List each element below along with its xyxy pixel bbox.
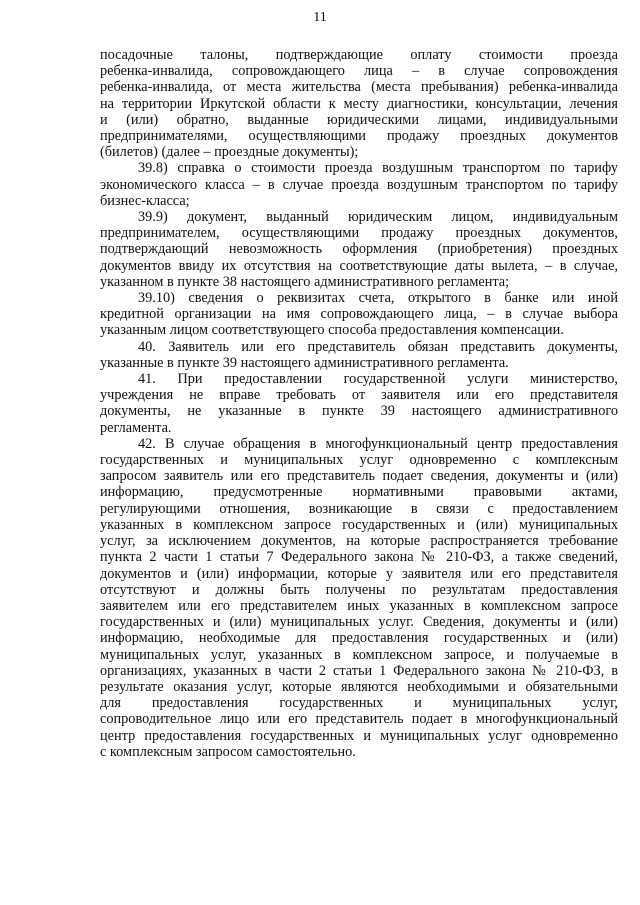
- text-line: указанных в комплексном запросе государственных и (или) муниципальных: [100, 516, 618, 533]
- text-line: муниципальных услуг, указанных в комплексном запросе, и получаемые в: [100, 646, 618, 663]
- text-line: результате оказания услуг, которые являются необходимыми и обязательными: [100, 678, 618, 695]
- text-line: услуг, за исключением документов, на которые распространяется требование: [100, 533, 618, 550]
- text-line: с комплексным запросом самостоятельно.: [100, 743, 356, 760]
- text-line: 39.8) справка о стоимости проезда воздушным транспортом по тарифу: [138, 160, 618, 177]
- paragraph-40: [100, 339, 618, 371]
- text-line: государственных и муниципальных услуг одновременно с комплексным: [100, 452, 618, 469]
- text-line: информацию, необходимые для предоставления государственных и (или): [100, 630, 618, 647]
- text-line: посадочные талоны, подтверждающие оплату стоимости проезда: [100, 47, 618, 63]
- text-line: сопроводительное лицо или его представитель подает в многофункциональный: [100, 711, 618, 728]
- text-line: документы, не указанные в пункте 39 настоящего административного: [100, 403, 618, 420]
- text-line: организациях, указанных в части 2 статьи 1 Федерального закона № 210-ФЗ, в: [100, 662, 618, 679]
- text-line: экономического класса – в случае проезда воздушным транспортом по тарифу: [100, 176, 618, 193]
- text-line: учреждения не вправе требовать от заявителя или его представителя: [100, 387, 618, 404]
- text-line: и (или) обратно, выданные юридическими лицами, индивидуальными: [100, 111, 618, 128]
- text-line: (билетов) (далее – проездные документы);: [100, 144, 359, 161]
- text-line: заявителем или его представителем иных указанных в комплексном запросе: [100, 597, 618, 614]
- text-line: 39.9) документ, выданный юридическим лицом, индивидуальным: [138, 209, 618, 226]
- text-line: кредитной организации на имя сопровождающего лица, – в случае выбора: [100, 306, 618, 323]
- paragraph-42: [100, 436, 618, 760]
- text-line: ребенка-инвалида, сопровождающего лица – в случае сопровождения: [100, 63, 618, 80]
- text-line: документов ввиду их отсутствия на соответствующие даты вылета, – в случае,: [100, 257, 618, 274]
- text-line: информацию, предусмотренные нормативными правовыми актами,: [100, 484, 618, 501]
- text-line: регулирующими отношения, возникающие в связи с предоставлением: [100, 500, 618, 517]
- paragraph-39-9: [100, 209, 618, 290]
- text-line: 42. В случае обращения в многофункциональный центр предоставления: [138, 435, 618, 452]
- text-line: бизнес-класса;: [100, 192, 190, 209]
- paragraph-41: [100, 371, 618, 436]
- text-line: 40. Заявитель или его представитель обязан представить документы,: [138, 338, 618, 355]
- text-line: регламента.: [100, 419, 172, 436]
- text-line: предпринимателями, осуществляющими продажу проездных документов: [100, 128, 618, 145]
- text-line: для предоставления государственных и муниципальных услуг,: [100, 695, 618, 712]
- paragraph-39-8: [100, 160, 618, 209]
- text-line: пункта 2 части 1 статьи 7 Федерального закона № 210-ФЗ, а также сведений,: [100, 549, 618, 566]
- text-line: указанные в пункте 39 настоящего административного регламента.: [100, 354, 509, 371]
- text-line: указанном в пункте 38 настоящего административного регламента;: [100, 273, 510, 290]
- text-line: государственных и (или) муниципальных услуг. Сведения, документы и (или): [100, 614, 618, 631]
- text-line: отсутствуют и должны быть получены по результатам предоставления: [100, 581, 618, 598]
- text-line: ребенка-инвалида, от места жительства (места пребывания) ребенка-инвалида: [100, 79, 618, 96]
- text-line: указанным лицом соответствующего способа предоставления компенсации.: [100, 322, 564, 339]
- document-body: [100, 47, 618, 760]
- text-line: 39.10) сведения о реквизитах счета, открытого в банке или иной: [138, 290, 618, 307]
- text-line: на территории Иркутской области к месту диагностики, консультации, лечения: [100, 95, 618, 112]
- paragraph-39-10: [100, 290, 618, 339]
- text-line: центр предоставления государственных и муниципальных услуг одновременно: [100, 727, 618, 744]
- text-line: 41. При предоставлении государственной услуги министерство,: [138, 371, 618, 388]
- text-line: предпринимателем, осуществляющими продажу проездных документов,: [100, 225, 618, 242]
- text-line: подтверждающий невозможность оформления (приобретения) проездных: [100, 241, 618, 258]
- text-line: документов и (или) информации, которые у заявителя или его представителя: [100, 565, 618, 582]
- page-number: 11: [313, 10, 327, 25]
- text-line: запросом заявитель или его представитель подает сведения, документы и (или): [100, 468, 618, 485]
- paragraph-39-7-continued: [100, 47, 618, 160]
